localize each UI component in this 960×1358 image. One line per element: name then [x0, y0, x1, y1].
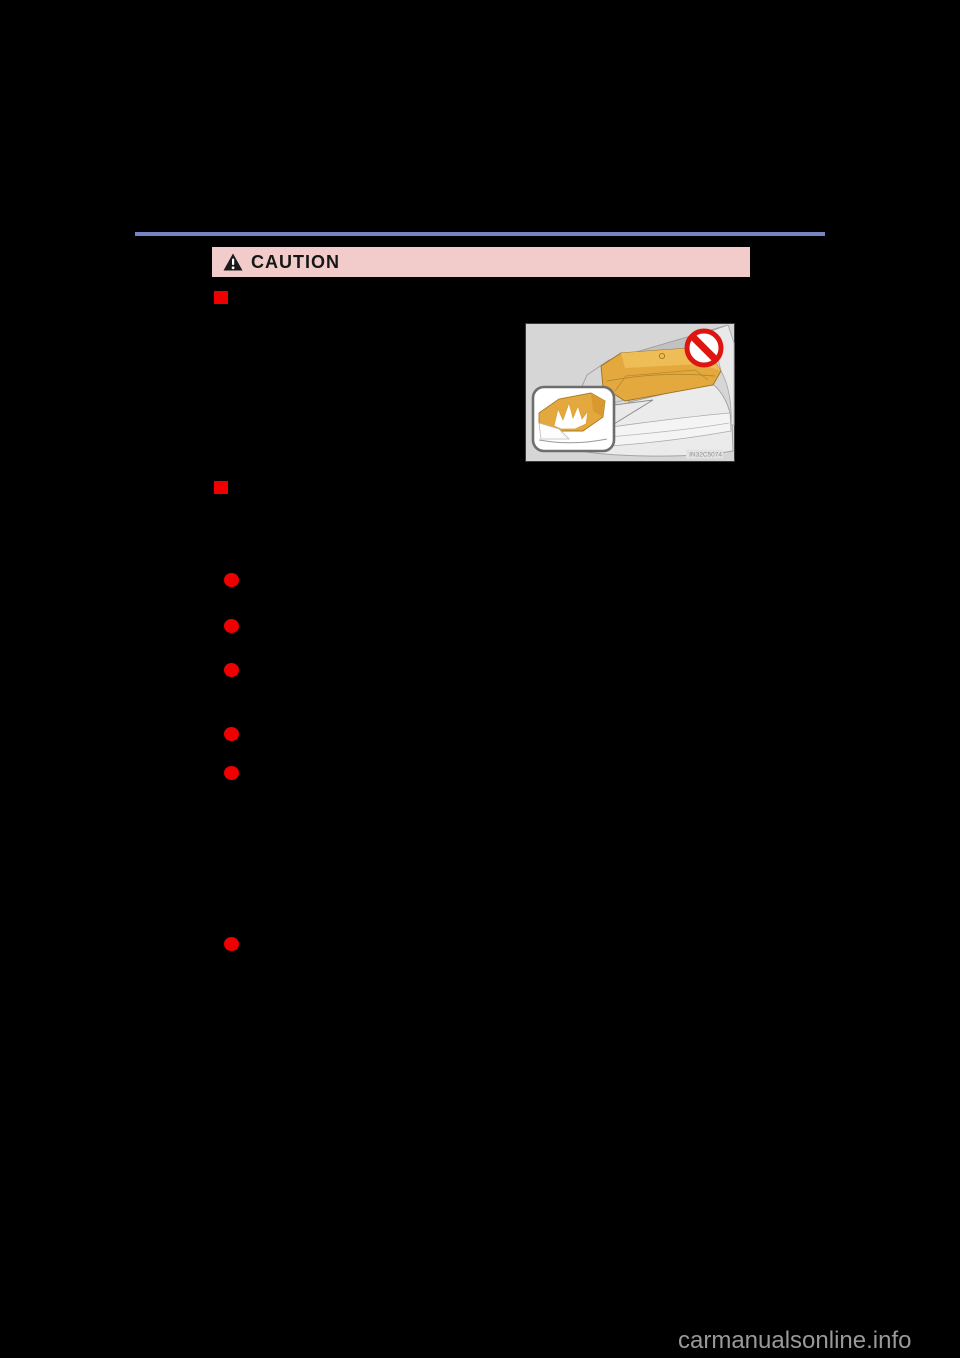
- list-bullet: [224, 766, 239, 780]
- pinch-inset: [533, 387, 614, 451]
- list-bullet: [224, 619, 239, 633]
- list-bullet: [224, 663, 239, 677]
- caution-label: CAUTION: [251, 252, 340, 272]
- site-watermark: carmanualsonline.info: [678, 1327, 912, 1354]
- figure-code: IN32C5074: [689, 451, 722, 459]
- list-bullet: [224, 573, 239, 587]
- no-entry-icon: [687, 331, 721, 365]
- list-bullet: [224, 727, 239, 741]
- warning-triangle-icon: [223, 253, 243, 271]
- trunk-warning-figure: [525, 323, 735, 462]
- square-bullet: [214, 481, 228, 494]
- list-bullet: [224, 937, 239, 951]
- section-divider: [135, 232, 825, 236]
- square-bullet: [214, 291, 228, 304]
- trunk-warning-illustration: [525, 323, 735, 462]
- caution-banner: [212, 247, 750, 277]
